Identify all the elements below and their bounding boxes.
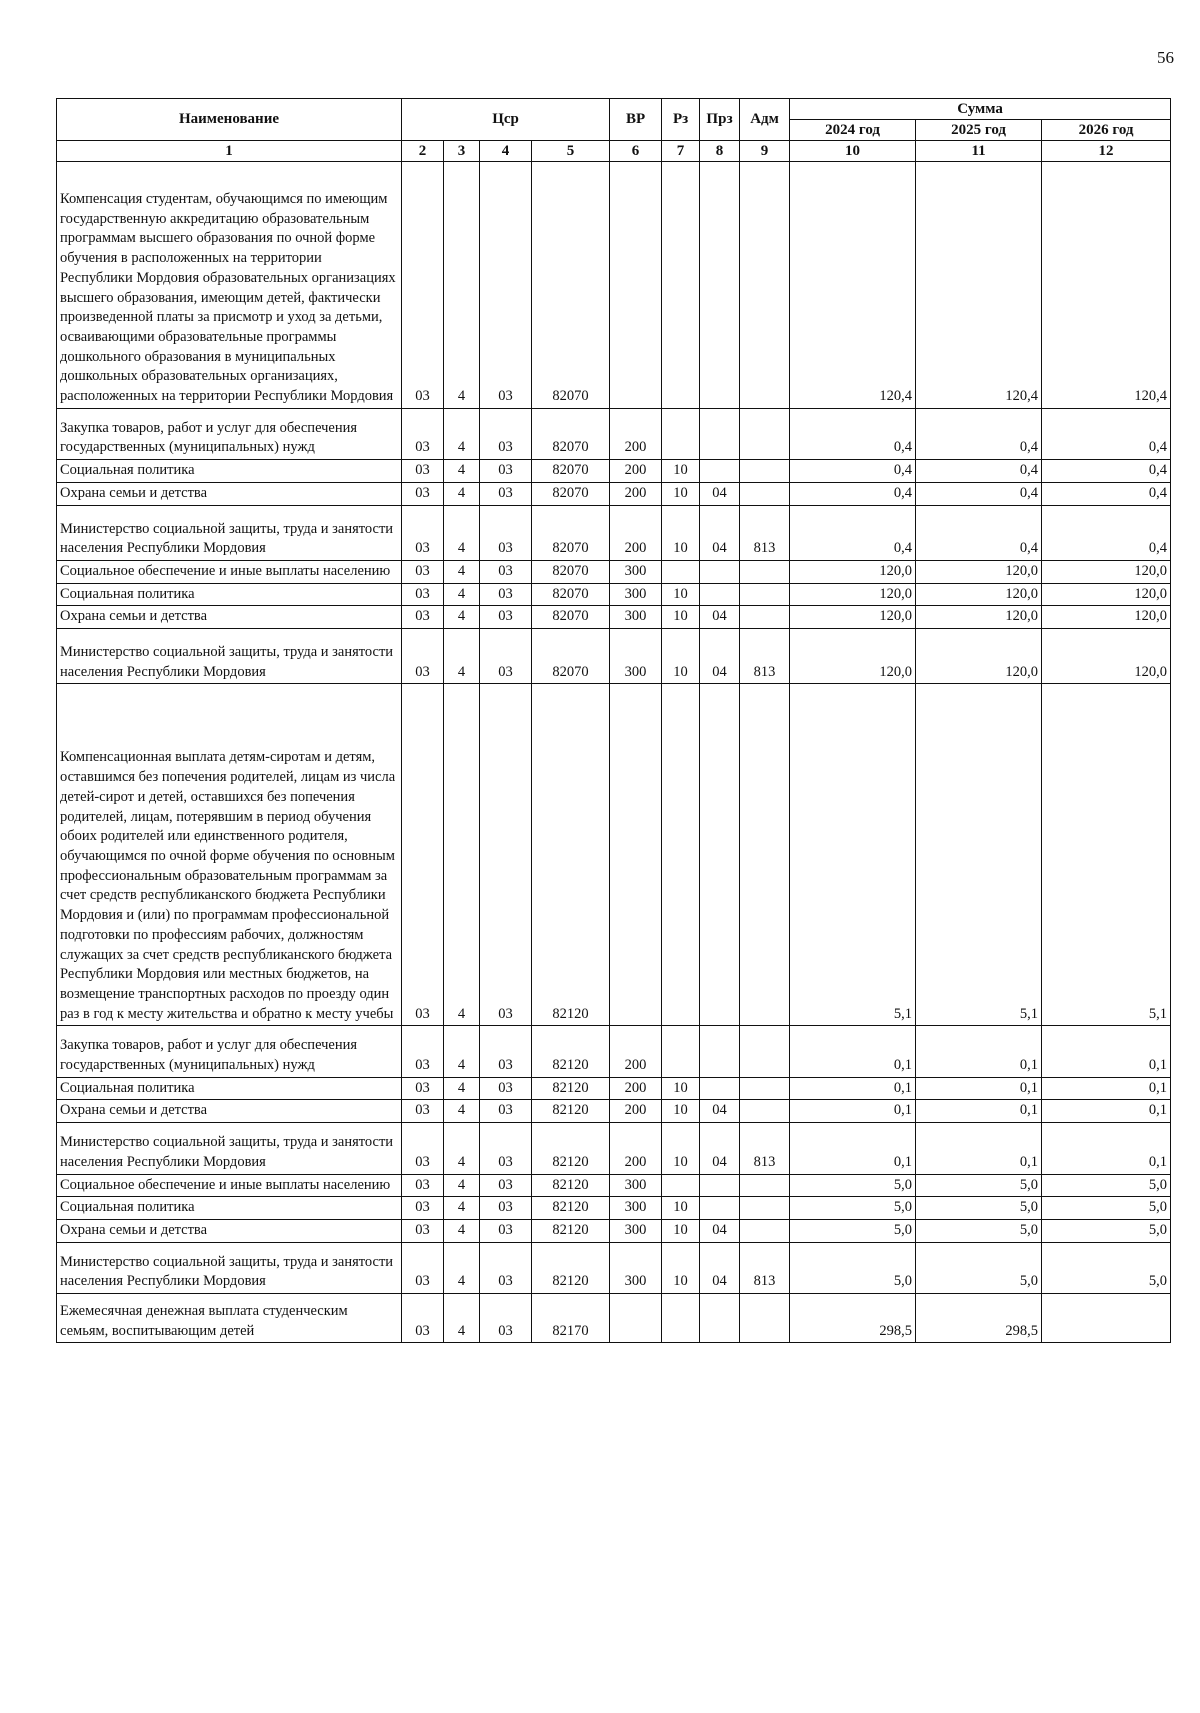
csr-part-4: 82120 (532, 1026, 610, 1077)
rz-code: 10 (662, 460, 700, 483)
sum-2025: 120,0 (916, 606, 1042, 629)
budget-table (56, 98, 1171, 1343)
prz-code (700, 1197, 740, 1220)
csr-part-2: 4 (444, 583, 480, 606)
sum-2024: 0,4 (790, 460, 916, 483)
header-sum: Сумма (790, 99, 1171, 120)
header-year-2024: 2024 год (790, 120, 916, 141)
table-row (57, 1026, 1171, 1077)
row-name: Министерство социальной защиты, труда и занятости населения Республики Мордовия (57, 1242, 402, 1293)
header-name: Наименование (57, 99, 402, 141)
rz-code: 10 (662, 1100, 700, 1123)
row-name: Социальная политика (57, 1197, 402, 1220)
csr-part-1: 03 (402, 1174, 444, 1197)
csr-part-2: 4 (444, 1294, 480, 1343)
vr-code (610, 162, 662, 409)
vr-code: 200 (610, 1123, 662, 1174)
csr-part-1: 03 (402, 1219, 444, 1242)
adm-code: 813 (740, 505, 790, 560)
csr-part-2: 4 (444, 629, 480, 684)
vr-code: 300 (610, 1174, 662, 1197)
csr-part-3: 03 (480, 1294, 532, 1343)
sum-2026: 5,1 (1042, 684, 1171, 1026)
sum-2024: 0,4 (790, 408, 916, 459)
rz-code (662, 408, 700, 459)
adm-code (740, 1174, 790, 1197)
csr-part-2: 4 (444, 1026, 480, 1077)
table-row (57, 1100, 1171, 1123)
csr-part-1: 03 (402, 460, 444, 483)
table-row (57, 1197, 1171, 1220)
row-name: Охрана семьи и детства (57, 1100, 402, 1123)
row-name: Министерство социальной защиты, труда и занятости населения Республики Мордовия (57, 505, 402, 560)
prz-code: 04 (700, 482, 740, 505)
csr-part-3: 03 (480, 1100, 532, 1123)
prz-code (700, 162, 740, 409)
sum-2024: 0,1 (790, 1123, 916, 1174)
sum-2026: 0,1 (1042, 1123, 1171, 1174)
table-row (57, 1242, 1171, 1293)
csr-part-1: 03 (402, 583, 444, 606)
header-year-2025: 2025 год (916, 120, 1042, 141)
sum-2025: 5,0 (916, 1197, 1042, 1220)
csr-part-1: 03 (402, 1026, 444, 1077)
sum-2024: 5,0 (790, 1197, 916, 1220)
col-number: 9 (740, 141, 790, 162)
row-name: Ежемесячная денежная выплата студенческим семьям, воспитывающим детей (57, 1294, 402, 1343)
sum-2025: 120,4 (916, 162, 1042, 409)
row-name: Закупка товаров, работ и услуг для обеспечения государственных (муниципальных) нужд (57, 408, 402, 459)
csr-part-2: 4 (444, 1242, 480, 1293)
csr-part-2: 4 (444, 1077, 480, 1100)
sum-2024: 0,4 (790, 505, 916, 560)
sum-2026: 0,4 (1042, 460, 1171, 483)
prz-code (700, 560, 740, 583)
row-name: Социальная политика (57, 1077, 402, 1100)
rz-code (662, 1026, 700, 1077)
sum-2026: 120,0 (1042, 560, 1171, 583)
col-number: 7 (662, 141, 700, 162)
rz-code: 10 (662, 1077, 700, 1100)
table-row (57, 1219, 1171, 1242)
rz-code: 10 (662, 1242, 700, 1293)
row-name: Закупка товаров, работ и услуг для обеспечения государственных (муниципальных) нужд (57, 1026, 402, 1077)
rz-code: 10 (662, 1123, 700, 1174)
row-name: Охрана семьи и детства (57, 1219, 402, 1242)
adm-code (740, 606, 790, 629)
col-number: 1 (57, 141, 402, 162)
vr-code: 300 (610, 1219, 662, 1242)
csr-part-3: 03 (480, 1026, 532, 1077)
rz-code: 10 (662, 482, 700, 505)
col-number: 10 (790, 141, 916, 162)
csr-part-3: 03 (480, 460, 532, 483)
sum-2024: 0,1 (790, 1100, 916, 1123)
sum-2026: 0,1 (1042, 1077, 1171, 1100)
csr-part-1: 03 (402, 606, 444, 629)
row-name: Охрана семьи и детства (57, 482, 402, 505)
table-row (57, 1174, 1171, 1197)
row-name: Социальная политика (57, 583, 402, 606)
sum-2026: 0,4 (1042, 408, 1171, 459)
sum-2025: 298,5 (916, 1294, 1042, 1343)
table-row (57, 505, 1171, 560)
csr-part-3: 03 (480, 408, 532, 459)
row-name: Социальная политика (57, 460, 402, 483)
rz-code (662, 1294, 700, 1343)
header-csr: Цср (402, 99, 610, 141)
csr-part-1: 03 (402, 1100, 444, 1123)
csr-part-4: 82070 (532, 606, 610, 629)
csr-part-4: 82070 (532, 408, 610, 459)
rz-code: 10 (662, 629, 700, 684)
rz-code (662, 162, 700, 409)
rz-code: 10 (662, 583, 700, 606)
csr-part-4: 82070 (532, 560, 610, 583)
col-number: 8 (700, 141, 740, 162)
sum-2024: 120,0 (790, 583, 916, 606)
adm-code (740, 1026, 790, 1077)
csr-part-1: 03 (402, 684, 444, 1026)
sum-2025: 120,0 (916, 629, 1042, 684)
sum-2026: 5,0 (1042, 1197, 1171, 1220)
table-row (57, 606, 1171, 629)
sum-2024: 120,0 (790, 629, 916, 684)
row-name: Министерство социальной защиты, труда и занятости населения Республики Мордовия (57, 1123, 402, 1174)
sum-2025: 0,1 (916, 1026, 1042, 1077)
csr-part-2: 4 (444, 606, 480, 629)
csr-part-3: 03 (480, 1197, 532, 1220)
csr-part-1: 03 (402, 482, 444, 505)
adm-code (740, 482, 790, 505)
vr-code: 300 (610, 606, 662, 629)
col-number: 2 (402, 141, 444, 162)
prz-code: 04 (700, 1100, 740, 1123)
sum-2026: 120,4 (1042, 162, 1171, 409)
sum-2024: 0,4 (790, 482, 916, 505)
header-rz: Рз (662, 99, 700, 141)
csr-part-4: 82120 (532, 1174, 610, 1197)
table-row (57, 560, 1171, 583)
prz-code (700, 408, 740, 459)
sum-2026: 5,0 (1042, 1174, 1171, 1197)
sum-2025: 120,0 (916, 560, 1042, 583)
csr-part-4: 82070 (532, 460, 610, 483)
sum-2025: 5,0 (916, 1242, 1042, 1293)
table-row (57, 162, 1171, 409)
col-number: 4 (480, 141, 532, 162)
adm-code: 813 (740, 629, 790, 684)
table-row (57, 408, 1171, 459)
adm-code (740, 460, 790, 483)
column-numbers-row (57, 141, 1171, 162)
col-number: 3 (444, 141, 480, 162)
prz-code (700, 460, 740, 483)
csr-part-1: 03 (402, 1242, 444, 1293)
adm-code (740, 560, 790, 583)
csr-part-1: 03 (402, 560, 444, 583)
csr-part-4: 82120 (532, 684, 610, 1026)
rz-code (662, 1174, 700, 1197)
sum-2025: 0,1 (916, 1123, 1042, 1174)
adm-code: 813 (740, 1123, 790, 1174)
sum-2026: 0,4 (1042, 482, 1171, 505)
row-name: Охрана семьи и детства (57, 606, 402, 629)
csr-part-3: 03 (480, 162, 532, 409)
csr-part-1: 03 (402, 1197, 444, 1220)
vr-code: 200 (610, 1077, 662, 1100)
vr-code: 200 (610, 482, 662, 505)
rz-code (662, 684, 700, 1026)
table-row (57, 583, 1171, 606)
rz-code: 10 (662, 1219, 700, 1242)
csr-part-3: 03 (480, 482, 532, 505)
sum-2024: 298,5 (790, 1294, 916, 1343)
sum-2026: 0,1 (1042, 1026, 1171, 1077)
adm-code (740, 1077, 790, 1100)
row-name: Компенсация студентам, обучающимся по имеющим государственную аккредитацию образовательным программам высшего образования по очной форме обучения в расположенных на территории Республики Мордовия образовательных организациях высшего образования, имеющим детей, фактически произведенной платы за присмотр и уход за детьми, осваивающими образовательные программы дошкольного образования в муниципальных дошкольных образовательных организациях, расположенных на территории Республики Мордовия (57, 162, 402, 409)
sum-2024: 120,4 (790, 162, 916, 409)
adm-code (740, 684, 790, 1026)
sum-2024: 5,1 (790, 684, 916, 1026)
table-row (57, 482, 1171, 505)
csr-part-1: 03 (402, 1077, 444, 1100)
csr-part-2: 4 (444, 408, 480, 459)
prz-code: 04 (700, 1219, 740, 1242)
table-row (57, 1077, 1171, 1100)
row-name: Социальное обеспечение и иные выплаты населению (57, 560, 402, 583)
vr-code: 200 (610, 505, 662, 560)
sum-2024: 5,0 (790, 1174, 916, 1197)
row-name: Министерство социальной защиты, труда и занятости населения Республики Мордовия (57, 629, 402, 684)
sum-2026: 5,0 (1042, 1219, 1171, 1242)
csr-part-3: 03 (480, 505, 532, 560)
rz-code: 10 (662, 606, 700, 629)
sum-2025: 0,1 (916, 1077, 1042, 1100)
prz-code: 04 (700, 1123, 740, 1174)
sum-2025: 5,0 (916, 1219, 1042, 1242)
csr-part-3: 03 (480, 629, 532, 684)
csr-part-2: 4 (444, 505, 480, 560)
csr-part-2: 4 (444, 1123, 480, 1174)
sum-2024: 5,0 (790, 1242, 916, 1293)
csr-part-3: 03 (480, 684, 532, 1026)
csr-part-2: 4 (444, 1219, 480, 1242)
sum-2026: 5,0 (1042, 1242, 1171, 1293)
vr-code (610, 1294, 662, 1343)
page-number: 56 (1157, 48, 1174, 67)
sum-2026: 0,1 (1042, 1100, 1171, 1123)
vr-code: 200 (610, 1026, 662, 1077)
csr-part-3: 03 (480, 1174, 532, 1197)
csr-part-1: 03 (402, 162, 444, 409)
sum-2025: 0,4 (916, 460, 1042, 483)
sum-2025: 5,0 (916, 1174, 1042, 1197)
header-prz: Прз (700, 99, 740, 141)
sum-2026: 120,0 (1042, 629, 1171, 684)
col-number: 11 (916, 141, 1042, 162)
table-row (57, 629, 1171, 684)
csr-part-4: 82120 (532, 1219, 610, 1242)
sum-2026: 120,0 (1042, 606, 1171, 629)
prz-code: 04 (700, 629, 740, 684)
row-name: Компенсационная выплата детям-сиротам и детям, оставшимся без попечения родителей, лицам из числа детей-сирот и детей, оставшихся без попечения родителей, лицам, потерявшим в период обучения обоих родителей или единственного родителя, обучающимся по очной форме обучения по основным профессиональным образовательным программам за счет средств республиканского бюджета Республики Мордовия и (или) по программам профессиональной подготовки по профессиям рабочих, должностям служащих за счет средств республиканского бюджета Республики Мордовия или местных бюджетов, на возмещение транспортных расходов по проезду один раз в год к месту жительства и обратно к месту учебы (57, 684, 402, 1026)
csr-part-1: 03 (402, 1123, 444, 1174)
sum-2025: 120,0 (916, 583, 1042, 606)
sum-2024: 120,0 (790, 560, 916, 583)
csr-part-2: 4 (444, 560, 480, 583)
prz-code: 04 (700, 505, 740, 560)
csr-part-4: 82070 (532, 162, 610, 409)
csr-part-4: 82120 (532, 1100, 610, 1123)
csr-part-4: 82120 (532, 1242, 610, 1293)
sum-2025: 0,4 (916, 408, 1042, 459)
csr-part-4: 82170 (532, 1294, 610, 1343)
adm-code (740, 1294, 790, 1343)
sum-2024: 0,1 (790, 1077, 916, 1100)
sum-2026: 0,4 (1042, 505, 1171, 560)
table-row (57, 1123, 1171, 1174)
adm-code (740, 1197, 790, 1220)
vr-code: 200 (610, 460, 662, 483)
prz-code (700, 1026, 740, 1077)
csr-part-4: 82120 (532, 1197, 610, 1220)
adm-code (740, 583, 790, 606)
sum-2024: 0,1 (790, 1026, 916, 1077)
csr-part-3: 03 (480, 583, 532, 606)
rz-code: 10 (662, 1197, 700, 1220)
csr-part-4: 82120 (532, 1123, 610, 1174)
col-number: 12 (1042, 141, 1171, 162)
sum-2026: 120,0 (1042, 583, 1171, 606)
vr-code: 300 (610, 583, 662, 606)
csr-part-3: 03 (480, 1077, 532, 1100)
csr-part-2: 4 (444, 1174, 480, 1197)
csr-part-2: 4 (444, 1100, 480, 1123)
prz-code (700, 684, 740, 1026)
csr-part-2: 4 (444, 684, 480, 1026)
csr-part-3: 03 (480, 1123, 532, 1174)
header-adm: Адм (740, 99, 790, 141)
csr-part-4: 82070 (532, 482, 610, 505)
vr-code: 300 (610, 1242, 662, 1293)
sum-2025: 0,4 (916, 482, 1042, 505)
col-number: 6 (610, 141, 662, 162)
vr-code: 200 (610, 1100, 662, 1123)
csr-part-4: 82070 (532, 505, 610, 560)
sum-2024: 5,0 (790, 1219, 916, 1242)
sum-2025: 0,4 (916, 505, 1042, 560)
csr-part-2: 4 (444, 482, 480, 505)
prz-code: 04 (700, 1242, 740, 1293)
header-vr: ВР (610, 99, 662, 141)
csr-part-3: 03 (480, 606, 532, 629)
table-row (57, 1294, 1171, 1343)
header-year-2026: 2026 год (1042, 120, 1171, 141)
col-number: 5 (532, 141, 610, 162)
adm-code (740, 1219, 790, 1242)
vr-code: 200 (610, 408, 662, 459)
sum-2025: 5,1 (916, 684, 1042, 1026)
table-row (57, 460, 1171, 483)
csr-part-3: 03 (480, 1219, 532, 1242)
csr-part-1: 03 (402, 408, 444, 459)
table-row (57, 684, 1171, 1026)
rz-code: 10 (662, 505, 700, 560)
sum-2026 (1042, 1294, 1171, 1343)
sum-2024: 120,0 (790, 606, 916, 629)
vr-code: 300 (610, 1197, 662, 1220)
rz-code (662, 560, 700, 583)
csr-part-2: 4 (444, 162, 480, 409)
row-name: Социальное обеспечение и иные выплаты населению (57, 1174, 402, 1197)
csr-part-4: 82070 (532, 629, 610, 684)
csr-part-2: 4 (444, 460, 480, 483)
vr-code: 300 (610, 560, 662, 583)
csr-part-1: 03 (402, 505, 444, 560)
csr-part-4: 82120 (532, 1077, 610, 1100)
csr-part-1: 03 (402, 629, 444, 684)
prz-code: 04 (700, 606, 740, 629)
prz-code (700, 1174, 740, 1197)
csr-part-3: 03 (480, 560, 532, 583)
adm-code (740, 408, 790, 459)
prz-code (700, 1294, 740, 1343)
csr-part-3: 03 (480, 1242, 532, 1293)
adm-code: 813 (740, 1242, 790, 1293)
prz-code (700, 583, 740, 606)
sum-2025: 0,1 (916, 1100, 1042, 1123)
prz-code (700, 1077, 740, 1100)
adm-code (740, 1100, 790, 1123)
vr-code (610, 684, 662, 1026)
csr-part-1: 03 (402, 1294, 444, 1343)
csr-part-4: 82070 (532, 583, 610, 606)
vr-code: 300 (610, 629, 662, 684)
adm-code (740, 162, 790, 409)
csr-part-2: 4 (444, 1197, 480, 1220)
